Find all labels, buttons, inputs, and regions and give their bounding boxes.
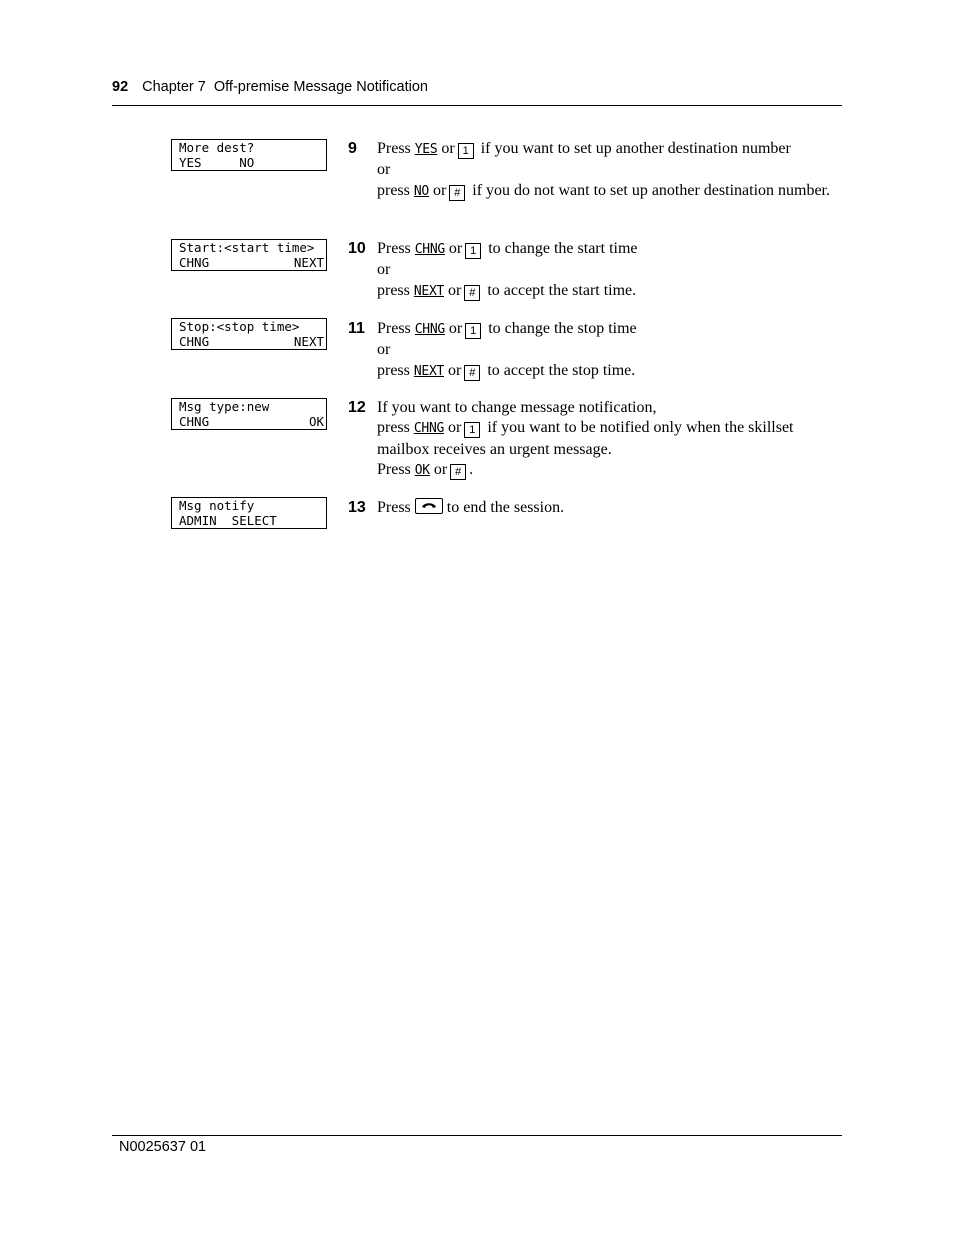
step-11	[348, 319, 838, 382]
display-line2-left: CHNG	[179, 414, 210, 429]
display-stop-time	[171, 318, 327, 350]
step-text: press	[377, 361, 410, 379]
step-number: 12	[348, 399, 366, 416]
display-line1: Start:<start time>	[179, 240, 315, 255]
step-number: 11	[348, 320, 365, 337]
display-line1: Msg type:new	[179, 399, 270, 414]
step-text: or	[377, 261, 391, 279]
step-text: if you do not want to set up another destination number.	[472, 181, 830, 199]
step-number: 9	[348, 140, 357, 157]
step-text: to accept the stop time.	[487, 361, 636, 379]
release-key-icon	[415, 498, 443, 514]
display-more-dest	[171, 139, 327, 171]
step-text: or	[448, 419, 462, 437]
step-text: if you want to be notified only when the skillset mailbox receives an urgent message.	[377, 419, 794, 458]
step-text: if you want to set up another destination number	[480, 140, 791, 157]
dialpad-key-1-icon: 1	[465, 323, 481, 339]
dialpad-key-hash-icon: #	[450, 464, 466, 480]
display-start-time	[171, 239, 327, 271]
step-number: 13	[348, 499, 366, 516]
step-text: or	[448, 240, 463, 257]
display-line2-left: CHNG	[179, 255, 210, 270]
step-9	[348, 139, 838, 202]
display-line1: More dest?	[179, 140, 255, 155]
display-line2-right: NEXT	[293, 334, 324, 349]
step-text: Press	[377, 499, 411, 516]
step-number: 10	[348, 240, 366, 257]
softkey-yes: YES	[414, 142, 438, 157]
step-text: or	[441, 140, 455, 157]
page-number: 92	[112, 79, 129, 95]
step-text: or	[433, 461, 448, 479]
softkey-chng: CHNG	[414, 322, 445, 337]
softkey-next: NEXT	[413, 363, 444, 379]
display-msg-notify	[171, 497, 327, 529]
step-12	[348, 398, 838, 482]
softkey-ok: OK	[414, 463, 430, 479]
chapter-title: Chapter 7 Off-premise Message Notification	[142, 79, 428, 95]
step-text: press	[377, 181, 410, 199]
softkey-no: NO	[413, 183, 429, 199]
step-text: Press	[377, 240, 411, 257]
step-text: to accept the start time.	[487, 281, 637, 299]
step-10	[348, 239, 838, 302]
display-line2-left: YES NO	[179, 155, 255, 170]
step-text: If you want to change message notification,	[377, 399, 657, 416]
dialpad-key-1-icon: 1	[465, 243, 481, 259]
softkey-next: NEXT	[413, 283, 444, 299]
display-line2-left: ADMIN SELECT	[179, 513, 277, 528]
step-text: or	[448, 361, 462, 379]
step-text: or	[432, 181, 447, 199]
dialpad-key-1-icon: 1	[458, 143, 474, 159]
document-number: N0025637 01	[119, 1139, 207, 1155]
step-13	[348, 498, 838, 518]
dialpad-key-hash-icon: #	[449, 185, 465, 201]
step-text: to change the stop time	[488, 320, 637, 337]
step-text: to change the start time	[488, 240, 638, 257]
display-line2-right: NEXT	[293, 255, 324, 270]
step-text: Press	[377, 140, 411, 157]
display-msg-type	[171, 398, 327, 430]
softkey-chng: CHNG	[413, 421, 444, 437]
softkey-chng: CHNG	[414, 242, 445, 257]
step-text: or	[377, 341, 391, 359]
display-line1: Stop:<stop time>	[179, 319, 300, 334]
dialpad-key-hash-icon: #	[464, 285, 480, 301]
step-text: press	[377, 419, 410, 437]
step-text: or	[448, 320, 463, 337]
step-text: Press	[377, 320, 411, 337]
display-line1: Msg notify	[179, 498, 255, 513]
step-text: to end the session.	[446, 499, 565, 516]
dialpad-key-1-icon: 1	[464, 422, 480, 438]
page-header	[112, 79, 842, 106]
display-line2-right: OK	[308, 414, 324, 429]
dialpad-key-hash-icon: #	[464, 365, 480, 381]
step-text: or	[377, 161, 391, 179]
footer-rule	[112, 1135, 842, 1136]
step-text: .	[469, 461, 474, 479]
step-text: press	[377, 281, 410, 299]
display-line2-left: CHNG	[179, 334, 210, 349]
step-text: or	[448, 281, 462, 299]
step-text: Press	[377, 461, 411, 479]
